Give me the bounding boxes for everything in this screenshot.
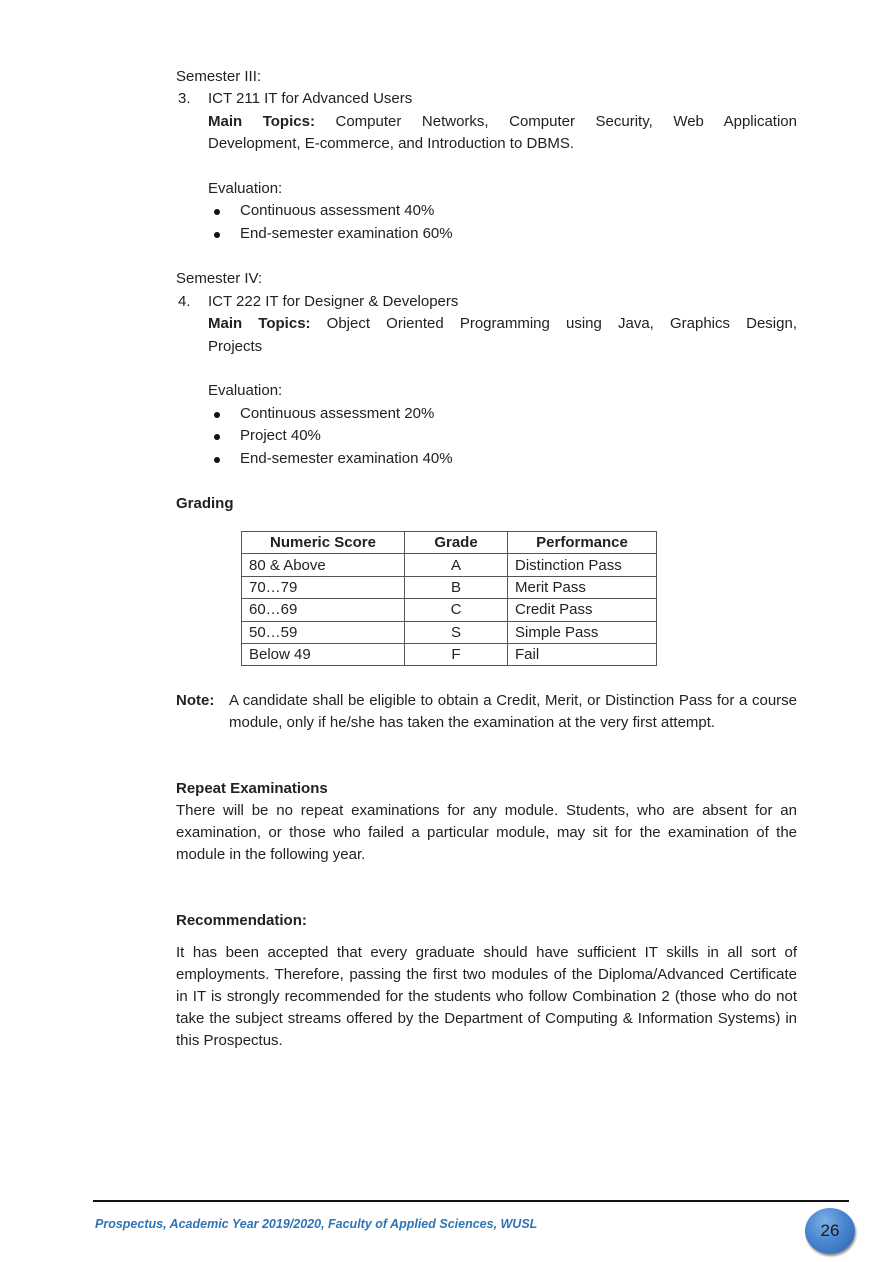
main-topics-text: Object Oriented Programming using Java, Graphics Design, (326, 315, 797, 333)
performance-cell: Credit Pass (508, 599, 657, 621)
bullet-icon (214, 434, 220, 440)
course-ict222 (176, 291, 797, 313)
performance-cell: Fail (508, 643, 657, 665)
footer-text: Prospectus, Academic Year 2019/2020, Faculty of Applied Sciences, WUSL (95, 1217, 538, 1231)
bullet-icon (214, 209, 220, 215)
main-topics-text: Computer Networks, Computer Security, Web Application (335, 112, 797, 130)
table-row (242, 576, 657, 598)
main-topics-line (176, 111, 797, 133)
main-topics-line (176, 313, 797, 335)
performance-cell: Simple Pass (508, 621, 657, 643)
performance-cell: Merit Pass (508, 576, 657, 598)
grade-cell: F (405, 643, 508, 665)
repeat-examinations-text: There will be no repeat examinations for any module. Students, who are absent for an examination, or those who failed a particular module, may sit for the examination of the module in the following year. (176, 802, 797, 863)
grade-cell: S (405, 621, 508, 643)
bullet-icon (214, 412, 220, 418)
note-text: A candidate shall be eligible to obtain a Credit, Merit, or Distinction Pass for a course module, only if he/she has taken the examination at the very first attempt. (229, 692, 797, 731)
evaluation-label: Evaluation: (208, 179, 283, 197)
table-row (242, 643, 657, 665)
course-title: ICT 222 IT for Designer & Developers (208, 292, 459, 310)
semester-4-heading: Semester IV: (176, 270, 263, 288)
table-header-row (242, 532, 657, 554)
numeric-score-cell: 50…59 (242, 621, 405, 643)
grade-cell: C (405, 599, 508, 621)
evaluation-list (176, 403, 797, 471)
list-number: 4. (178, 292, 191, 310)
evaluation-label: Evaluation: (208, 382, 283, 400)
numeric-score-cell: 70…79 (242, 576, 405, 598)
repeat-examinations-heading: Repeat Examinations (176, 780, 328, 797)
semester-3-heading: Semester III: (176, 68, 262, 85)
grading-note (176, 690, 797, 734)
main-topics-label: Main Topics: (208, 112, 315, 130)
grading-heading: Grading (176, 495, 234, 513)
table-row (242, 621, 657, 643)
recommendation-section (176, 910, 797, 1052)
performance-cell: Distinction Pass (508, 554, 657, 576)
evaluation-list (176, 200, 797, 246)
grade-cell: B (405, 576, 508, 598)
numeric-score-cell: Below 49 (242, 643, 405, 665)
list-item: Continuous assessment 40% (208, 200, 797, 223)
course-modules-section (176, 66, 797, 516)
table-row (242, 554, 657, 576)
list-number: 3. (178, 90, 191, 108)
grading-table (241, 531, 657, 666)
column-header: Grade (405, 532, 508, 554)
numeric-score-cell: 80 & Above (242, 554, 405, 576)
column-header: Numeric Score (242, 532, 405, 554)
numeric-score-cell: 60…69 (242, 599, 405, 621)
course-title: ICT 211 IT for Advanced Users (208, 90, 413, 108)
list-item: End-semester examination 40% (208, 448, 797, 471)
page-number-badge (805, 1208, 855, 1254)
table-row (242, 599, 657, 621)
repeat-examinations-section (176, 778, 797, 866)
page-number: 26 (820, 1221, 840, 1240)
list-item: Continuous assessment 20% (208, 403, 797, 426)
bullet-icon (214, 457, 220, 463)
recommendation-heading: Recommendation: (176, 912, 307, 929)
column-header: Performance (508, 532, 657, 554)
main-topics-line-2: Development, E-commerce, and Introduction to DBMS. (208, 135, 574, 153)
course-ict211 (176, 88, 797, 110)
recommendation-text: It has been accepted that every graduate should have sufficient IT skills in all sort of employments. Therefore, passing the first two modules of the Diploma/Advanced Certificate in IT is strongly recommended for the students who follow Combination 2 (those who do not take the subject streams offered by the Department of Computing & Information Systems) in this Prospectus. (176, 944, 797, 1049)
bullet-icon (214, 232, 220, 238)
main-topics-line-2: Projects (208, 337, 263, 355)
grade-cell: A (405, 554, 508, 576)
note-label: Note: (176, 692, 215, 709)
list-item: Project 40% (208, 425, 797, 448)
list-item: End-semester examination 60% (208, 223, 797, 246)
main-topics-label: Main Topics: (208, 315, 311, 333)
footer-divider (93, 1200, 849, 1202)
